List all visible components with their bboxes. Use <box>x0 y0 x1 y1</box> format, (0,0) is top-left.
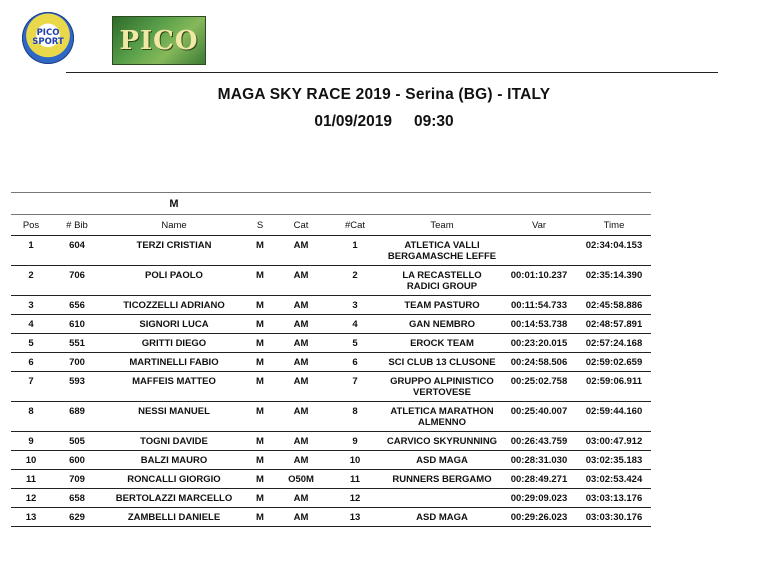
cell-bib: 706 <box>51 266 103 296</box>
cell-cat-pos: 1 <box>327 236 383 266</box>
cell-pos: 1 <box>11 236 51 266</box>
cell-name: GRITTI DIEGO <box>103 334 245 353</box>
cell-name: ZAMBELLI DANIELE <box>103 508 245 527</box>
race-date: 01/09/2019 <box>314 113 392 130</box>
cell-var: 00:29:09.023 <box>501 489 577 508</box>
cell-bib: 709 <box>51 470 103 489</box>
cell-cat-pos: 9 <box>327 432 383 451</box>
cell-cat: AM <box>275 451 327 470</box>
cell-cat: AM <box>275 508 327 527</box>
cell-bib: 658 <box>51 489 103 508</box>
cell-cat-pos: 4 <box>327 315 383 334</box>
cell-cat-pos: 12 <box>327 489 383 508</box>
cell-cat: AM <box>275 372 327 402</box>
cell-pos: 3 <box>11 296 51 315</box>
cell-time: 02:59:44.160 <box>577 402 651 432</box>
cell-cat: AM <box>275 236 327 266</box>
cell-time: 02:48:57.891 <box>577 315 651 334</box>
table-row <box>11 489 651 508</box>
cell-name: TOGNI DAVIDE <box>103 432 245 451</box>
table-row <box>11 296 651 315</box>
cell-cat-pos: 3 <box>327 296 383 315</box>
cell-name: SIGNORI LUCA <box>103 315 245 334</box>
cell-pos: 4 <box>11 315 51 334</box>
table-row <box>11 402 651 432</box>
cell-pos: 8 <box>11 402 51 432</box>
cell-team: ATLETICA MARATHON ALMENNO <box>383 402 501 432</box>
cell-time: 02:45:58.886 <box>577 296 651 315</box>
cell-cat: AM <box>275 315 327 334</box>
cell-cat-pos: 10 <box>327 451 383 470</box>
table-row <box>11 266 651 296</box>
col-cat: Cat <box>275 215 327 236</box>
cell-var <box>501 236 577 266</box>
cell-cat-pos: 7 <box>327 372 383 402</box>
cell-cat-pos: 2 <box>327 266 383 296</box>
cell-team: GRUPPO ALPINISTICO VERTOVESE <box>383 372 501 402</box>
cell-var: 00:25:40.007 <box>501 402 577 432</box>
cell-pos: 11 <box>11 470 51 489</box>
cell-cat: AM <box>275 402 327 432</box>
cell-sex: M <box>245 402 275 432</box>
col-bib: # Bib <box>51 215 103 236</box>
cell-var: 00:14:53.738 <box>501 315 577 334</box>
cell-pos: 13 <box>11 508 51 527</box>
cell-sex: M <box>245 236 275 266</box>
cell-team <box>383 489 501 508</box>
cell-cat-pos: 11 <box>327 470 383 489</box>
table-row <box>11 470 651 489</box>
cell-bib: 656 <box>51 296 103 315</box>
pico-sport-logo-text: PICO SPORT <box>32 28 64 47</box>
table-row <box>11 315 651 334</box>
cell-name: TERZI CRISTIAN <box>103 236 245 266</box>
col-team: Team <box>383 215 501 236</box>
cell-team: ASD MAGA <box>383 508 501 527</box>
col-cat-pos: #Cat <box>327 215 383 236</box>
cell-var: 00:01:10.237 <box>501 266 577 296</box>
cell-cat-pos: 13 <box>327 508 383 527</box>
cell-name: MARTINELLI FABIO <box>103 353 245 372</box>
cell-team: EROCK TEAM <box>383 334 501 353</box>
header-rule <box>66 72 718 73</box>
table-row <box>11 236 651 266</box>
cell-team: SCI CLUB 13 CLUSONE <box>383 353 501 372</box>
cell-time: 03:00:47.912 <box>577 432 651 451</box>
cell-time: 03:03:30.176 <box>577 508 651 527</box>
race-time: 09:30 <box>413 113 454 130</box>
cell-pos: 2 <box>11 266 51 296</box>
table-row <box>11 508 651 527</box>
cell-sex: M <box>245 432 275 451</box>
cell-team: ASD MAGA <box>383 451 501 470</box>
cell-bib: 689 <box>51 402 103 432</box>
cell-time: 02:35:14.390 <box>577 266 651 296</box>
pico-sport-logo <box>22 12 74 64</box>
cell-pos: 5 <box>11 334 51 353</box>
table-row <box>11 353 651 372</box>
cell-name: RONCALLI GIORGIO <box>103 470 245 489</box>
column-header-row <box>11 215 651 236</box>
cell-pos: 6 <box>11 353 51 372</box>
cell-sex: M <box>245 451 275 470</box>
cell-cat: AM <box>275 353 327 372</box>
cell-name: BALZI MAURO <box>103 451 245 470</box>
cell-time: 03:02:53.424 <box>577 470 651 489</box>
cell-pos: 12 <box>11 489 51 508</box>
pico-logo <box>112 16 206 65</box>
cell-sex: M <box>245 470 275 489</box>
cell-bib: 629 <box>51 508 103 527</box>
race-title: MAGA SKY RACE 2019 - Serina (BG) - ITALY <box>217 86 551 103</box>
table-row <box>11 334 651 353</box>
cell-bib: 593 <box>51 372 103 402</box>
cell-name: POLI PAOLO <box>103 266 245 296</box>
cell-sex: M <box>245 372 275 402</box>
cell-pos: 9 <box>11 432 51 451</box>
cell-team: TEAM PASTURO <box>383 296 501 315</box>
cell-time: 03:03:13.176 <box>577 489 651 508</box>
col-pos: Pos <box>11 215 51 236</box>
cell-cat: AM <box>275 334 327 353</box>
cell-bib: 610 <box>51 315 103 334</box>
pico-logo-text: PICO <box>119 25 199 56</box>
cell-var: 00:26:43.759 <box>501 432 577 451</box>
cell-team: CARVICO SKYRUNNING <box>383 432 501 451</box>
cell-name: NESSI MANUEL <box>103 402 245 432</box>
cell-name: MAFFEIS MATTEO <box>103 372 245 402</box>
cell-name: BERTOLAZZI MARCELLO <box>103 489 245 508</box>
cell-team: ATLETICA VALLI BERGAMASCHE LEFFE <box>383 236 501 266</box>
cell-sex: M <box>245 315 275 334</box>
cell-pos: 10 <box>11 451 51 470</box>
cell-cat: AM <box>275 296 327 315</box>
cell-sex: M <box>245 508 275 527</box>
cell-cat-pos: 6 <box>327 353 383 372</box>
cell-cat: O50M <box>275 470 327 489</box>
cell-cat: AM <box>275 432 327 451</box>
cell-bib: 700 <box>51 353 103 372</box>
cell-var: 00:25:02.758 <box>501 372 577 402</box>
category-row <box>11 193 651 215</box>
col-var: Var <box>501 215 577 236</box>
cell-team: LA RECASTELLO RADICI GROUP <box>383 266 501 296</box>
table-row <box>11 451 651 470</box>
table-row <box>11 372 651 402</box>
cell-sex: M <box>245 296 275 315</box>
cell-name: TICOZZELLI ADRIANO <box>103 296 245 315</box>
cell-var: 00:24:58.506 <box>501 353 577 372</box>
col-sex: S <box>245 215 275 236</box>
results-table <box>11 192 651 527</box>
cell-team: GAN NEMBRO <box>383 315 501 334</box>
table-row <box>11 432 651 451</box>
cell-var: 00:11:54.733 <box>501 296 577 315</box>
category-label: M <box>103 193 245 215</box>
cell-bib: 604 <box>51 236 103 266</box>
cell-cat-pos: 5 <box>327 334 383 353</box>
cell-sex: M <box>245 266 275 296</box>
cell-time: 02:34:04.153 <box>577 236 651 266</box>
cell-bib: 551 <box>51 334 103 353</box>
cell-time: 02:57:24.168 <box>577 334 651 353</box>
cell-cat: AM <box>275 266 327 296</box>
cell-var: 00:23:20.015 <box>501 334 577 353</box>
cell-sex: M <box>245 489 275 508</box>
cell-bib: 600 <box>51 451 103 470</box>
cell-var: 00:28:31.030 <box>501 451 577 470</box>
cell-time: 03:02:35.183 <box>577 451 651 470</box>
cell-sex: M <box>245 334 275 353</box>
col-time: Time <box>577 215 651 236</box>
cell-var: 00:28:49.271 <box>501 470 577 489</box>
cell-time: 02:59:06.911 <box>577 372 651 402</box>
col-name: Name <box>103 215 245 236</box>
results-body <box>11 236 651 527</box>
cell-team: RUNNERS BERGAMO <box>383 470 501 489</box>
cell-bib: 505 <box>51 432 103 451</box>
cell-cat: AM <box>275 489 327 508</box>
cell-sex: M <box>245 353 275 372</box>
cell-cat-pos: 8 <box>327 402 383 432</box>
cell-pos: 7 <box>11 372 51 402</box>
cell-time: 02:59:02.659 <box>577 353 651 372</box>
cell-var: 00:29:26.023 <box>501 508 577 527</box>
race-datetime <box>0 113 768 131</box>
